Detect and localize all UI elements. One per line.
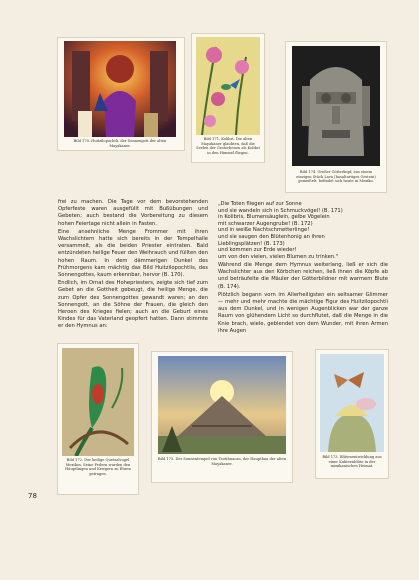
caption-bild-172: Bild 172. Der heilige Quetzalvogel Mexikos. Seine Federn wurden den Häuptlingen und Kriegern zu Ehren getragen. [65, 458, 131, 476]
caption-bild-175: Bild 175. Der Sonnentempel von Teotihuacan, der Hauptbau der alten Mayakaner. [158, 457, 286, 466]
poem-line: mit schwarzer Augengrube! (B. 172) [218, 220, 313, 227]
caption-bild-173: Bild 173. Blütenentwicklung aus einer Kakteenblüte in der mexikanischen Heimat. [322, 455, 382, 469]
poem-line: und kommen zur Erde wieder! [218, 247, 297, 254]
picture-sun-god-temple [64, 41, 176, 137]
poem-line: in Kolibris, Blumensäuglein, gelbe Vögelein [218, 214, 330, 221]
left-paragraph-1: frei zu machen. Die Tage vor dem bevorstehenden Opferfeste waren ausgefüllt mit Bußübungen und Gebeten; auch bestand die Vorbereitung zu diesem hohen Feiertage nicht allein in Fasten. [58, 199, 208, 227]
right-paragraph-2: Plötzlich begann vorn im Allerheiligsten ein seltsamer Glimmer — mehr und mehr machte die mächtige Figur des Huitzilopochtli aus dem Dunkel, und in wenigen Augenblicken war der ganze Raum von glühendem Licht so durchflutet, daß die Menge in die Knie brach, wiele, geblendet von dem Wunder, mit ihren Armen ihre Augen [218, 291, 388, 334]
picture-stone-head [292, 46, 380, 166]
picture-quetzal-bird [62, 348, 134, 456]
page-number: 78 [28, 492, 37, 500]
caption-bild-171: Bild 171. Kolibri. Die alten Mayakaner glaubten, daß die Seelen der Gestorbenen als Kolibri in den Himmel fliegen. [196, 137, 260, 155]
sun-god-image [64, 41, 176, 137]
poem-line: und sie saugen den Blütenhonig an ihren [218, 233, 325, 240]
cactus-moth-image [320, 354, 384, 452]
picture-hummingbird-flowers [196, 37, 260, 135]
poem-line: und sie wandeln sich in Schmuckvögel! (B. 171) [218, 207, 343, 214]
stone-head-image [292, 46, 380, 166]
picture-sun-temple [158, 356, 286, 454]
pyramid-image [158, 356, 286, 454]
caption-bild-174: Bild 174. Großer Götterkopf, aus einem einzigen Stück Lava (basaltartiges Gestein) gemeißelt, befindet sich heute in Mexiko. [296, 170, 376, 184]
hymn-poem [218, 201, 388, 260]
left-paragraph-2: Eine ansehnliche Menge Frommer mit ihren Wachslichtern hatte sich bereits in der Tempelhalle versammelt, als die beiden Priester eintraten. Bald entzündeten heilige Feuer den Weihrauch und füllten den hohen Raum. In dem dämmerigen Dunkel des Frühmorgens kam mächtig das Bild Huitzilopochtlis, des Sonnengottes, kaum erkennbar, hervor (B. 170). [58, 228, 208, 279]
left-column-text [58, 199, 208, 332]
right-column-text [218, 262, 388, 336]
poem-line: und in weiße Nachtschmetterlinge! [218, 227, 310, 234]
quetzal-image [62, 348, 134, 456]
left-paragraph-3: Endlich, im Ornat des Hohepriesters, zeigte sich tief zum Gebet an die Gottheit gebeugt, die heilige Menge, die zum Opfer des Sonnengottes gewandt waren; an den Sonnengott, an die Söhne der Frauen, die gleich den Heroen des Krieges fielen; auch an die Geburt eines Kindes für das Vaterland geopfert hatten. Dann stimmte er den Hymnus an: [58, 280, 208, 330]
poem-line: „Die Toten fliegen auf zur Sonne [218, 201, 302, 207]
poem-line: um von den vielen, vielen Blumen zu trinken." [218, 253, 339, 260]
hummingbird-image [196, 37, 260, 135]
poem-line: Lieblingsplätzen! (B. 173) [218, 240, 285, 247]
picture-cactus-flower [320, 354, 384, 452]
right-paragraph-1: Während die Menge dem Hymnus weiterlang, ließ er sich die Wachslichter aus den Körbchen reichen, ließ ihnen die Köpfe ab und beträufelte die Mäuler der Götterbildner mit warmem Blute (B. 174). [218, 262, 388, 290]
caption-bild-170: Bild 170. Huitzilopochtli, der Sonnengott der alten Mayakaner. [73, 139, 167, 148]
